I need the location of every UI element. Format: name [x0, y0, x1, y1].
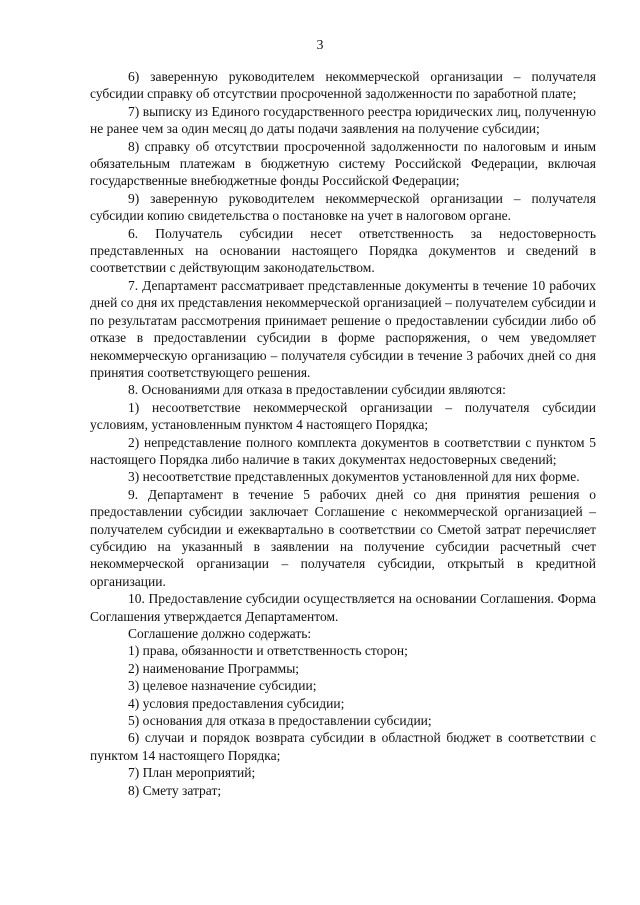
paragraph: 1) несоответствие некоммерческой организации – получателя субсидии условиям, установленным пунктом 4 настоящего Порядка; [90, 399, 596, 433]
list-item: 8) Смету затрат; [128, 782, 222, 798]
paragraph: 6. Получатель субсидии несет ответственность за недостоверность представленных на основании настоящего Порядка документов и сведений в соответствии с действующим законодательством. [90, 225, 596, 276]
document-body [90, 68, 596, 799]
paragraph: 7. Департамент рассматривает представленные документы в течение 10 рабочих дней со дня их представления некоммерческой организацией – получателем субсидии и по результатам рассмотрения принимает решение о предоставлении субсидии либо об отказе в предоставлении субсидии в форме распоряжения, о чем уведомляет некоммерческую организацию – получателя субсидии в течение 3 рабочих дней со дня принятия соответствующего решения. [90, 277, 596, 380]
paragraph: 10. Предоставление субсидии осуществляется на основании Соглашения. Форма Соглашения утверждается Департаментом. [90, 591, 596, 624]
paragraph: 8. Основаниями для отказа в предоставлении субсидии являются: [128, 382, 506, 398]
list-item: 2) наименование Программы; [128, 660, 300, 676]
paragraph: 2) непредставление полного комплекта документов в соответствии с пунктом 5 настоящего Порядка либо наличие в таких документах недостоверных сведений; [90, 434, 596, 467]
list-item: 3) целевое назначение субсидии; [128, 678, 317, 694]
paragraph: 8) справку об отсутствии просроченной задолженности по налоговым и иным обязательным платежам в бюджетную систему Российской Федерации, включая государственные внебюджетные фонды Российской Федерации; [90, 138, 596, 189]
paragraph: 7) выписку из Единого государственного реестра юридических лиц, полученную не ранее чем за один месяц до даты подачи заявления на получение субсидии; [90, 103, 596, 137]
paragraph: 9. Департамент в течение 5 рабочих дней со дня принятия решения о предоставлении субсидии заключает Соглашение с некоммерческой организацией – получателем субсидии и ежеквартально в соответствии со Сметой затрат перечисляет субсидию на указанный в заявлении на получение субсидии расчетный счет некоммерческой организации – получателя субсидии, открытый в кредитной организации. [90, 486, 596, 589]
list-item: 5) основания для отказа в предоставлении субсидии; [128, 713, 432, 729]
paragraph: Соглашение должно содержать: [128, 626, 312, 641]
paragraph: 6) заверенную руководителем некоммерческой организации – получателя субсидии справку об отсутствии просроченной задолженности по заработной плате; [90, 69, 596, 102]
list-item: 1) права, обязанности и ответственность сторон; [128, 643, 408, 659]
list-item: 7) План мероприятий; [128, 765, 256, 781]
paragraph: 3) несоответствие представленных документов установленной для них форме. [128, 469, 580, 485]
page-number: 3 [316, 38, 324, 53]
list-item: 6) случаи и порядок возврата субсидии в областной бюджет в соответствии с пунктом 14 настоящего Порядка; [90, 730, 596, 763]
paragraph: 9) заверенную руководителем некоммерческой организации – получателя субсидии копию свидетельства о постановке на учет в налоговом органе. [90, 190, 596, 224]
list-item: 4) условия предоставления субсидии; [128, 695, 345, 711]
